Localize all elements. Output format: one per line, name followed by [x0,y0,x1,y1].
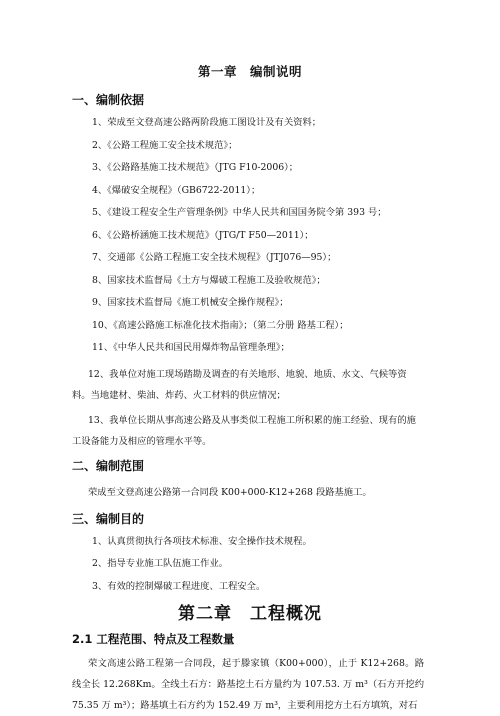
list-item: 9、国家技术监督局《施工机械安全操作规程》； [92,297,289,308]
section-purpose-heading: 三、编制目的 [72,511,145,526]
list-item: 12、我单位对施工现场踏勘及调查的有关地形、地貌、地质、水文、气候等资料。当地建材、柴油、炸药、火工材料的供应情况； [72,368,407,401]
list-item: 2、《公路工程施工安全技术规范》； [92,139,238,151]
basis-list [72,116,424,452]
list-item: 10、《高速公路施工标准化技术指南》；（第二分册 路基工程）； [92,319,349,331]
list-item: 3、《公路路基施工技术规范》（JTG F10-2006）； [92,162,299,173]
list-item: 1、荣成至文登高速公路两阶段施工图设计及有关资料； [92,117,322,128]
section-2-1-heading: 2.1 工程范围、特点及工程数量 [72,631,235,646]
list-item: 4、《爆破安全规程》（GB6722-2011）； [92,184,261,196]
list-item: 11、《中华人民共和国民用爆炸物品管理条理》； [92,342,290,353]
list-item: 8、国家技术监督局《土方与爆破工程施工及验收规范》； [92,274,326,286]
list-item: 2、指导专业施工队伍施工作业。 [92,558,229,569]
chapter-2-title: 第二章 工程概况 [178,603,322,624]
list-item: 3、有效的控制爆破工程进度、工程安全。 [92,580,266,592]
list-item: 5、《建设工程安全生产管理条例》中华人民共和国国务院令第 393 号； [92,207,387,218]
chapter-1-title: 第一章 编制说明 [197,64,302,79]
purpose-list [76,535,424,593]
scope-paragraph: 荣成至文登高速公路第一合同段 K00+000-K12+268 段路基施工。 [88,486,372,498]
list-item: 1、认真贯彻执行各项技术标准、安全操作技术规程。 [92,535,312,547]
section-basis-heading: 一、编制依据 [72,93,145,107]
section-scope-heading: 二、编制范围 [72,458,145,473]
list-item: 7、交通部《公路工程施工安全技术规程》（JTJ076—95）； [92,252,337,263]
list-item: 13、我单位长期从事高速公路及从事类似工程施工所积累的施工经验、现有的施工设备能力及相应的管理水平等。 [72,414,416,447]
overview-paragraph: 荣文高速公路工程第一合同段，起于滕家镇（K00+000），止于 K12+268。路线全长 12.268Km。全线土石方：路基挖土石方量约为 107.53. 万 m³（石方开挖约 75.35 万 m³）；路基填土石方约为 152.49 万 m³，主要利用挖方土石方填筑，对石 [72,657,424,711]
list-item: 6、《公路桥涵施工技术规范》（JTG/T F50—2011）； [92,229,314,241]
